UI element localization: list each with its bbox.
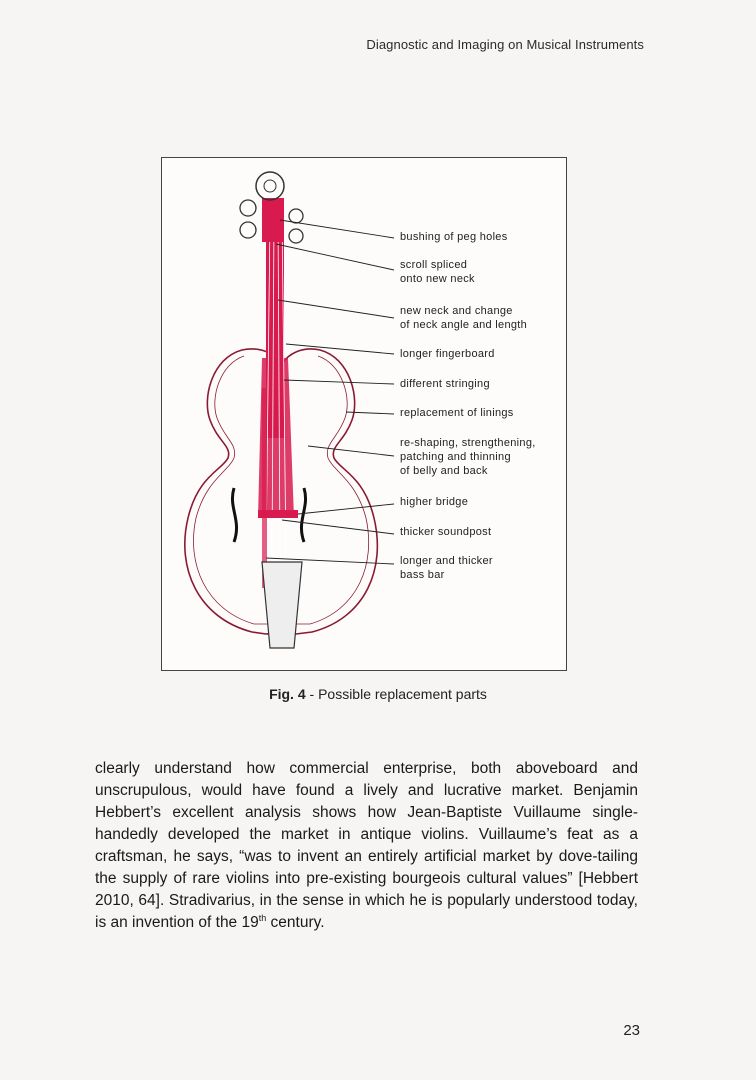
callout-peg-holes: bushing of peg holes [400,231,508,243]
callout-neck: new neck and change of neck angle and length [400,305,528,331]
callout-stringing: different stringing [400,378,490,390]
figure-label: Fig. 4 [269,686,306,702]
tailpiece [262,562,302,648]
callout-bridge: higher bridge [400,496,469,508]
body-paragraph [95,758,638,934]
callout-scroll: scroll spliced onto new neck [400,259,475,285]
callout-fingerboard: longer fingerboard [400,348,495,360]
f-hole-right [301,488,305,542]
running-header: Diagnostic and Imaging on Musical Instruments [366,37,644,52]
peg-right-2 [289,229,303,243]
figure-frame [161,157,567,671]
callout-belly-back: re-shaping, strengthening, patching and thinning of belly and back [400,437,536,477]
scroll [256,172,284,200]
page-number: 23 [623,1022,640,1039]
peg-left-1 [240,200,256,216]
f-hole-left [232,488,236,542]
figure-caption-text: - Possible replacement parts [305,686,487,702]
peg-left-2 [240,222,256,238]
callout-soundpost: thicker soundpost [400,526,492,538]
figure-caption [0,686,756,702]
callout-linings: replacement of linings [400,407,514,419]
callout-bass-bar: longer and thicker bass bar [400,555,493,581]
ordinal-superscript: th [258,912,267,923]
peg-right-1 [289,209,303,223]
body-text-main: clearly understand how commercial enterprise, both aboveboard and unscrupulous, would have found a lively and lucrative market. Benjamin Hebbert’s excellent analysis shows how Jean-Baptiste Vuillaume single-handedly developed the market in antique violins. Vuillaume’s feat as a craftsman, he says, “was to invent an entirely artificial market by dove-tailing the supply of rare violins into pre-existing bourgeois cultural values” [Hebbert 2010, 64]. Stradivarius, in the sense in which he is popularly understood today, is an invention of the 19 [95,760,638,931]
body-text-end: century. [266,914,325,931]
